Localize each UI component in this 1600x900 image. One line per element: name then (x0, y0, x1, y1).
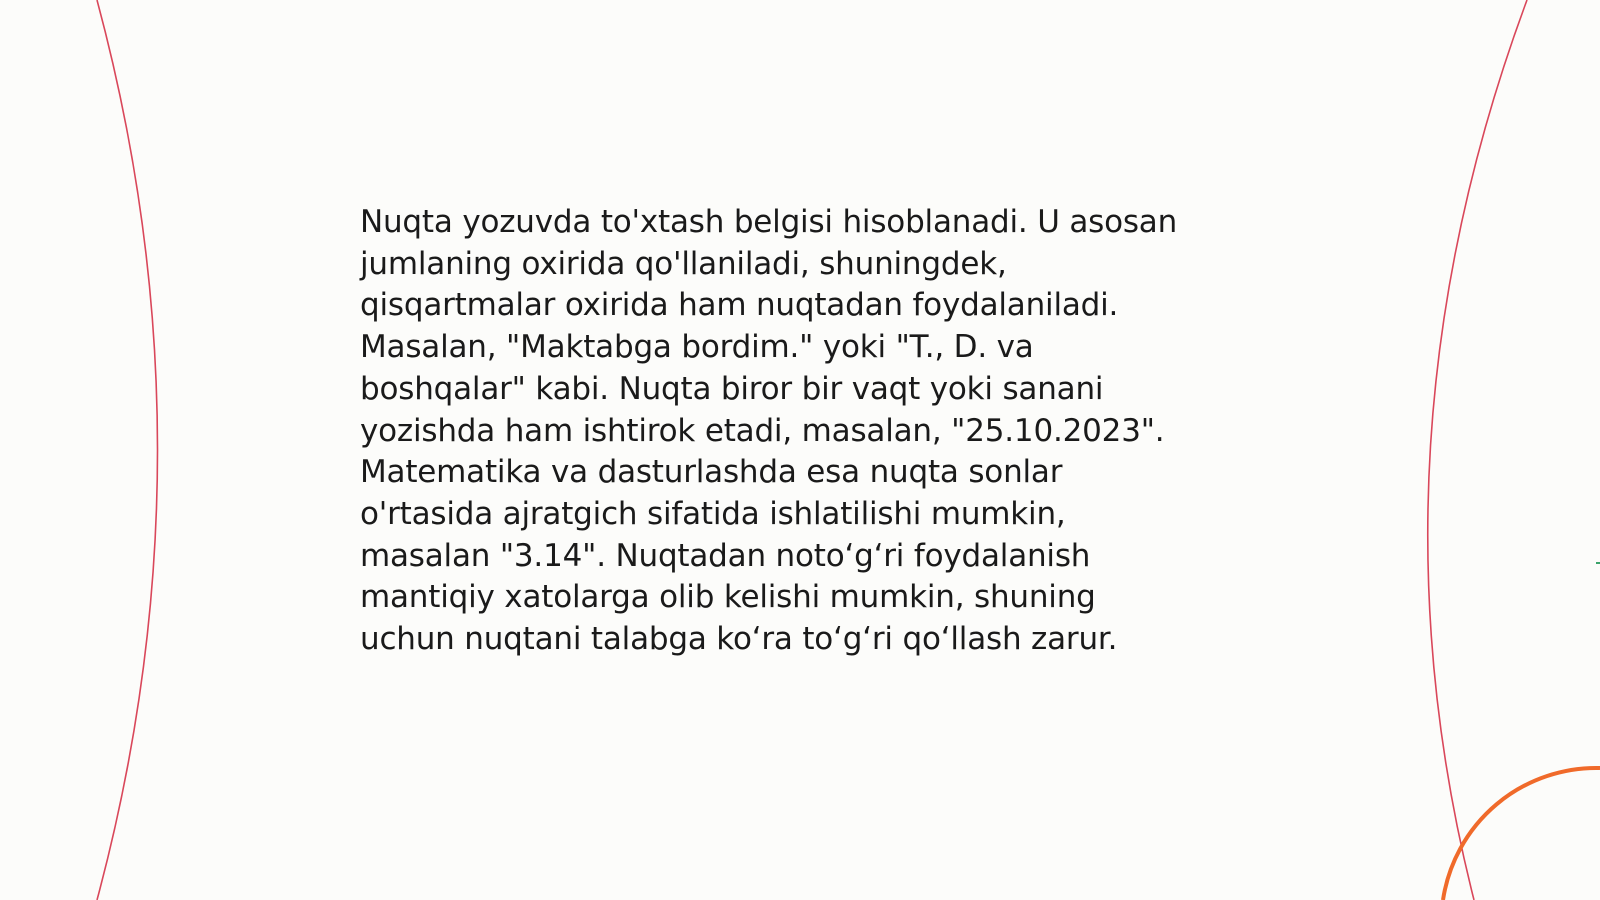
paragraph-line: jumlaning oxirida qo'llaniladi, shuningdek, (360, 245, 1007, 282)
paragraph-line: Matematika va dasturlashda esa nuqta sonlar (360, 454, 1063, 491)
paragraph-line: Nuqta yozuvda to'xtash belgisi hisoblanadi. U asosan (360, 204, 1178, 240)
paragraph-line: boshqalar" kabi. Nuqta biror bir vaqt yoki sanani (360, 370, 1104, 407)
paragraph-line: mantiqiy xatolarga olib kelishi mumkin, shuning (360, 579, 1096, 616)
left-arc (97, 0, 158, 900)
paragraph-line: Masalan, "Maktabga bordim." yoki "T., D. va (360, 329, 1034, 366)
orange-circle-arc (1443, 768, 1600, 900)
paragraph-line: qisqartmalar oxirida ham nuqtadan foydalaniladi. (360, 287, 1119, 324)
paragraph-line: o'rtasida ajratgich sifatida ishlatilishi mumkin, (360, 495, 1066, 532)
paragraph-line: yozishda ham ishtirok etadi, masalan, "25.10.2023". (360, 412, 1165, 449)
paragraph-line: masalan "3.14". Nuqtadan noto‘g‘ri foydalanish (360, 537, 1091, 574)
paragraph-line: uchun nuqtani talabga ko‘ra to‘g‘ri qo‘llash zarur. (360, 621, 1118, 658)
body-paragraph (360, 202, 1260, 661)
right-arc (1428, 0, 1527, 900)
